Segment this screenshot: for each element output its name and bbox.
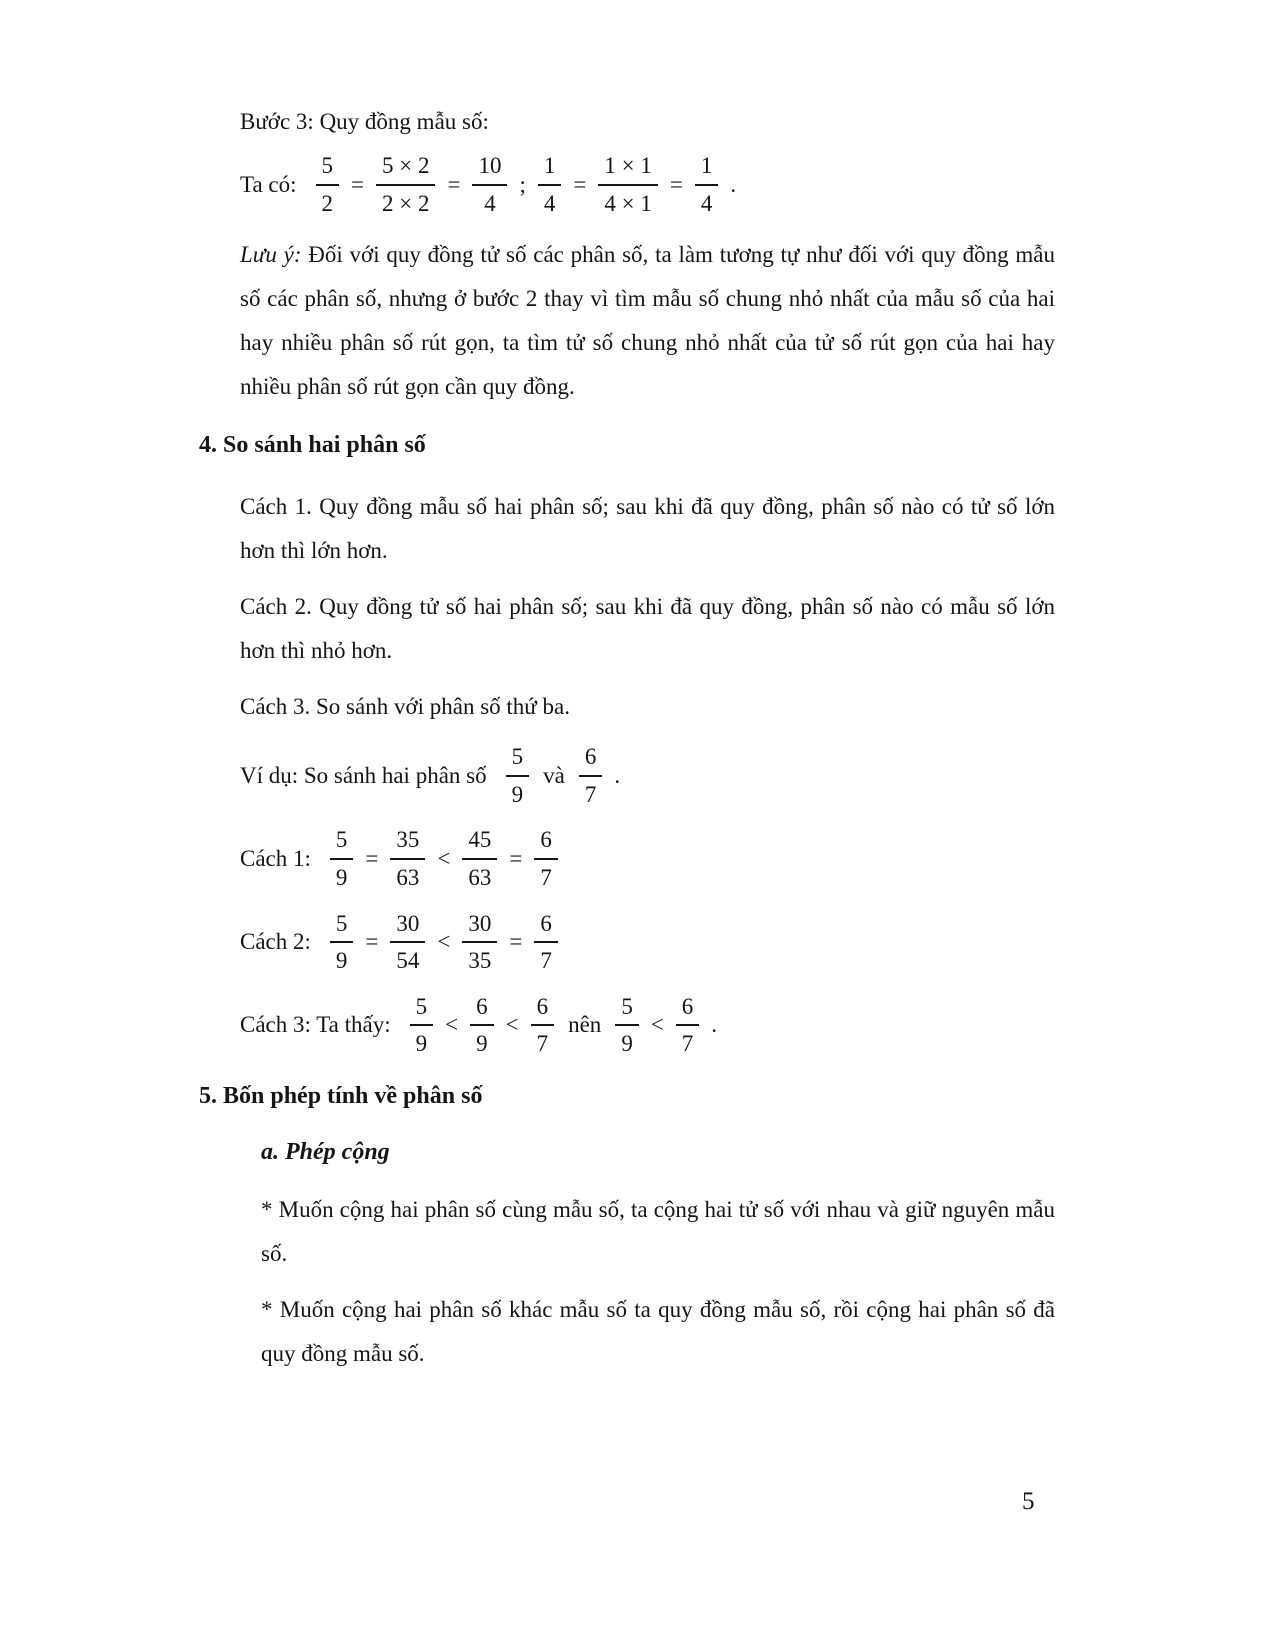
fraction xyxy=(390,824,425,893)
cach2-paragraph: Cách 2. Quy đồng tử số hai phân số; sau khi đã quy đồng, phân số nào có mẫu số lớn hơn thì nhỏ hơn. xyxy=(240,594,1055,664)
note-text: Đối với quy đồng tử số các phân số, ta làm tương tự như đối với quy đồng mẫu số các phân số, nhưng ở bước 2 thay vì tìm mẫu số chung nhỏ nhất của mẫu số của hai hay nhiều phân số rút gọn, ta tìm tử số chung nhỏ nhất của tử số rút gọn của hai hay nhiều phân số rút gọn cần quy đồng. xyxy=(240,242,1055,400)
less-than-sign: < xyxy=(437,845,451,871)
fraction-denominator: 4 xyxy=(543,190,556,216)
fraction-denominator: 9 xyxy=(415,1031,428,1057)
fraction-numerator: 35 xyxy=(390,824,425,860)
fraction-numerator: 6 xyxy=(534,824,558,860)
fraction xyxy=(506,741,530,810)
fraction-denominator: 9 xyxy=(511,781,524,807)
fraction xyxy=(316,150,340,219)
fraction xyxy=(695,150,719,219)
fraction xyxy=(598,150,657,219)
fraction-numerator: 1 xyxy=(538,150,562,186)
fraction xyxy=(472,150,507,219)
fraction xyxy=(538,150,562,219)
fraction-denominator: 7 xyxy=(540,948,552,974)
fraction-numerator: 45 xyxy=(462,824,497,860)
fraction-denominator: 63 xyxy=(396,864,420,890)
nen-word: nên xyxy=(568,1012,602,1038)
fraction-numerator: 5 xyxy=(330,908,354,944)
phep-cong-paragraph-2: * Muốn cộng hai phân số khác mẫu số ta quy đồng mẫu số, rồi cộng hai phân số đã quy đồng mẫu số. xyxy=(261,1296,1055,1366)
fraction xyxy=(676,991,700,1060)
compare-line-1 xyxy=(240,824,1055,893)
va-word: và xyxy=(543,762,565,788)
vidu-line xyxy=(240,741,1055,810)
fraction-numerator: 6 xyxy=(579,741,603,777)
fraction-numerator: 30 xyxy=(462,908,497,944)
less-than-sign: < xyxy=(445,1012,459,1038)
step3-heading: Bước 3: Quy đồng mẫu số: xyxy=(240,109,489,134)
fraction xyxy=(615,991,639,1060)
step3-equation xyxy=(240,150,1055,219)
compare-label-1: Cách 1: xyxy=(240,845,311,871)
fraction-denominator: 54 xyxy=(396,948,420,974)
section4-heading: 4. So sánh hai phân số xyxy=(199,432,426,459)
vidu-label: Ví dụ: So sánh hai phân số xyxy=(240,762,487,788)
note-paragraph xyxy=(240,233,1055,409)
semicolon: ; xyxy=(519,171,526,197)
period: . xyxy=(730,171,737,197)
fraction-denominator: 7 xyxy=(540,864,552,890)
compare-line-3 xyxy=(240,991,1055,1060)
equals-sign: = xyxy=(669,171,683,197)
fraction-denominator: 4 × 1 xyxy=(604,190,652,216)
period: . xyxy=(614,762,621,788)
page-content xyxy=(199,100,1055,1388)
fraction-numerator: 5 xyxy=(506,741,530,777)
fraction-denominator: 9 xyxy=(621,1031,633,1057)
fraction-denominator: 35 xyxy=(468,948,492,974)
fraction-denominator: 2 xyxy=(321,190,334,216)
less-than-sign: < xyxy=(437,929,451,955)
fraction-denominator: 7 xyxy=(536,1031,549,1057)
fraction-numerator: 5 xyxy=(316,150,340,186)
fraction xyxy=(534,908,558,977)
taco-label: Ta có: xyxy=(240,171,297,197)
cach1-paragraph: Cách 1. Quy đồng mẫu số hai phân số; sau khi đã quy đồng, phân số nào có tử số lớn hơn thì lớn hơn. xyxy=(240,494,1055,564)
compare-label-2: Cách 2: xyxy=(240,929,311,955)
fraction-denominator: 7 xyxy=(681,1031,694,1057)
fraction-numerator: 1 xyxy=(695,150,719,186)
fraction-denominator: 63 xyxy=(468,864,492,890)
period: . xyxy=(711,1012,718,1038)
fraction-denominator: 9 xyxy=(476,1031,488,1057)
fraction-denominator: 7 xyxy=(584,781,597,807)
cach3-paragraph: Cách 3. So sánh với phân số thứ ba. xyxy=(240,694,570,720)
fraction-numerator: 6 xyxy=(531,991,555,1027)
equals-sign: = xyxy=(509,845,523,871)
less-than-sign: < xyxy=(650,1012,664,1038)
equals-sign: = xyxy=(509,929,523,955)
fraction xyxy=(531,991,555,1060)
fraction-denominator: 9 xyxy=(335,948,348,974)
fraction xyxy=(330,908,354,977)
equals-sign: = xyxy=(573,171,587,197)
fraction-denominator: 9 xyxy=(335,864,348,890)
equals-sign: = xyxy=(447,171,461,197)
fraction xyxy=(462,824,497,893)
fraction-numerator: 5 xyxy=(410,991,434,1027)
fraction-numerator: 30 xyxy=(390,908,425,944)
fraction-numerator: 5 × 2 xyxy=(376,150,435,186)
fraction xyxy=(534,824,558,893)
compare-label-3: Cách 3: Ta thấy: xyxy=(240,1012,391,1038)
fraction xyxy=(470,991,494,1060)
equals-sign: = xyxy=(365,929,379,955)
fraction xyxy=(462,908,497,977)
fraction-numerator: 5 xyxy=(330,824,354,860)
fraction-numerator: 10 xyxy=(472,150,507,186)
fraction-numerator: 6 xyxy=(470,991,494,1027)
section5-sub-a-heading: a. Phép cộng xyxy=(261,1138,390,1165)
less-than-sign: < xyxy=(505,1012,519,1038)
section5-heading: 5. Bốn phép tính về phân số xyxy=(199,1082,483,1109)
fraction-denominator: 4 xyxy=(484,190,496,216)
fraction xyxy=(376,150,435,219)
fraction-numerator: 5 xyxy=(615,991,639,1027)
equals-sign: = xyxy=(351,171,364,197)
equals-sign: = xyxy=(365,845,379,871)
page-number: 5 xyxy=(1022,1488,1035,1515)
phep-cong-paragraph-1: * Muốn cộng hai phân số cùng mẫu số, ta cộng hai tử số với nhau và giữ nguyên mẫu số. xyxy=(261,1196,1055,1266)
fraction-numerator: 6 xyxy=(534,908,558,944)
fraction-denominator: 4 xyxy=(700,190,713,216)
note-label: Lưu ý: xyxy=(240,242,302,268)
fraction xyxy=(410,991,434,1060)
compare-line-2 xyxy=(240,908,1055,977)
fraction-numerator: 1 × 1 xyxy=(598,150,657,186)
fraction xyxy=(390,908,425,977)
fraction xyxy=(579,741,603,810)
fraction-numerator: 6 xyxy=(676,991,700,1027)
fraction-denominator: 2 × 2 xyxy=(382,190,430,216)
fraction xyxy=(330,824,354,893)
